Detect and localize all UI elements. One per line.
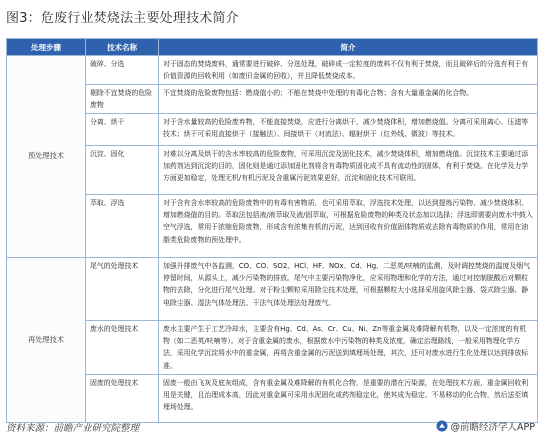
header-desc: 简介 [159,39,538,56]
table-row [7,56,538,85]
desc-cell: 对于固态的焚烧废料，通常要进行破碎、分选处理，破碎成一定粒度的废料不仅有利于焚烧，而且破碎后的分选有利于有价值资源的回收利用（如废旧金属的回收），并且降低焚烧成本。 [159,56,538,85]
figure-title: 图3：危废行业焚烧法主要处理技术简介 [6,11,239,26]
desc-cell: 对难以分离及烘干的含水率较高的危险废物，可采用沉淀及固化技术，减少焚烧体积，增加燃烧值。沉淀技术主要通过添加药剂达到沉淀的目的，固化则是通过添加固化剂将含有毒物质固化成不具有流动性的固体，有利于焚烧。在化学及力学方面更加稳定，处理无机/有机污泥及含重属污泥效果更好，沉淀和固化技术可联用。 [159,146,538,195]
table-row [7,258,538,321]
desc-cell: 加强升排废气中各监测，CO、CO、SO2、HCl、HF、NOx、Cd、Hg、二恶英/呋喃的监测，及时调控焚烧的温度及烟气停留时间，从源头上，减少污染物的排放。尾气中主要污染物净化，应采用物理和化学的方法，通过对控制脱酸后对颗粒物的去除，分化进行尾气处理。对于粉尘颗粒采用除尘技术处理，可根据颗粒大小选择采用旋风除尘器、袋式除尘器、静电除尘器、湿法气体处理法、干法气体处理法处理废气。 [159,258,538,321]
source-note: 资料来源：前瞻产业研究院整理 [6,423,140,434]
brand-watermark [436,419,535,433]
tech-cell: 固废的处理技术 [86,374,159,422]
desc-cell: 固废一般由飞灰及底灰组成，含有重金属及难降解的有机化合物，是重要的潜在污染源，在处理技术方面，重金属回收利用是关键，且治理成本高，因此对重金属可采用水泥固化或药剂稳定化，使其成为稳定、不易移动的化合物，然后送至填埋场处理。 [159,374,538,422]
desc-cell: 废水主要产生于工艺冷却水，主要含有Hg、Cd、As、Cr、Cu、Ni、Zn等重金属及难降解有机物，以及一定浓度的有机物（如二恶英/呋喃等）。对于含重金属的废水，根据废水中污染物的种类及浓度，确定治理路线，一般采用物理化学方法，采用化学沉淀将水中的重金属，再将含重金属的污泥送到填埋场处理，其次，还可对废水进行生化处理以达到排放标准。 [159,321,538,374]
tech-cell: 分离、烘干 [86,114,159,146]
tech-cell: 沉淀、固化 [86,146,159,195]
desc-cell: 对于含水量较高的危险废弃物，不能直接焚烧，应进行分离烘干，减少焚烧体积，增加燃烧值。分离可采用离心、压滤等技术；烘干可采用直接烘干（接触法）、间接烘干（对流法）、辐射烘干（红外线、微波）等技术。 [159,114,538,146]
brand-logo-icon [436,420,448,432]
table-row [7,195,538,258]
desc-cell: 对于含有含水率较高的危险废物中的有毒有害物质，也可采用萃取、浮选技术处理，以达到提炼污染物、减少焚烧体积、增加燃烧值的目的。萃取法包括液/液萃取及液/固萃取，可根据危险废物的种类及状态加以选择；浮选即需要向废水中鼓入空气浮选，常用于浓缩危险废物，形成含有浓集有机的污泥，达到回收有价值固体物质或去除有毒物质的作用，常用在油脂类危险废物的预处理中。 [159,195,538,258]
table-header-row [7,39,538,56]
tech-cell: 废水的处理技术 [86,321,159,374]
tech-cell: 萃取、浮选 [86,195,159,258]
table-row [7,114,538,146]
tech-cell: 尾气的处理技术 [86,258,159,321]
tech-cell: 破碎、分选 [86,56,159,85]
header-step: 处理步骤 [7,39,86,56]
desc-cell: 不宜焚烧的危险废物包括：燃烧值小的；不能在焚烧中处理的有毒化合物；含有大量重金属的化合物。 [159,85,538,114]
step-cell-posttreatment: 再处理技术 [7,258,86,422]
brand-text: @前瞻经济学人APP [450,422,535,433]
step-cell-pretreatment: 预处理技术 [7,56,86,258]
tech-table [6,38,538,423]
table-row [7,374,538,422]
table-row [7,146,538,195]
header-tech: 技术名称 [86,39,159,56]
table-row [7,85,538,114]
tech-cell: 剔除不宜焚烧的危险废物 [86,85,159,114]
table-row [7,321,538,374]
